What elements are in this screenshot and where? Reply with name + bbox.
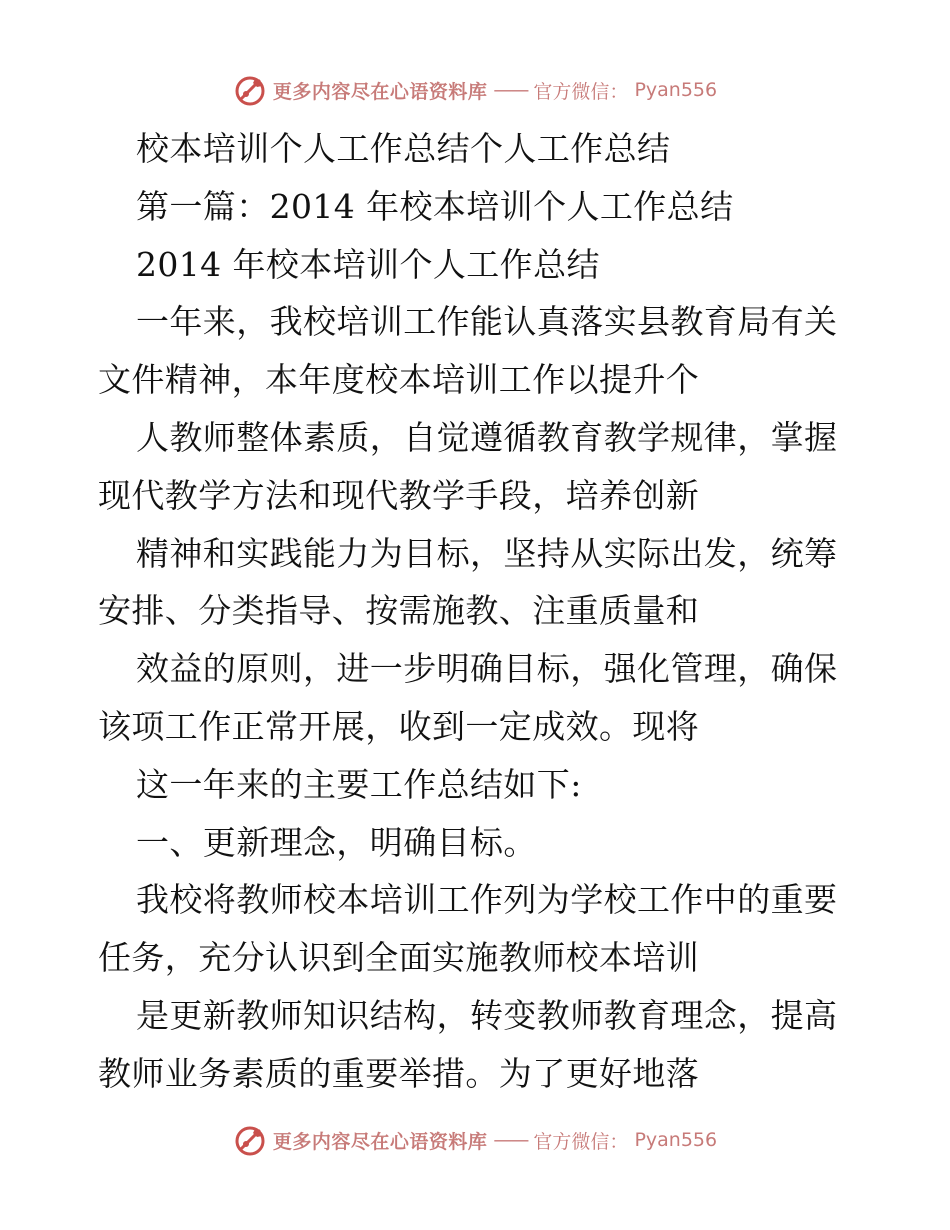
text-line: 安排、分类指导、按需施教、注重质量和 [98, 591, 700, 631]
text-line: 我校将教师校本培训工作列为学校工作中的重要 [136, 880, 838, 920]
watermark-footer [0, 1120, 950, 1160]
watermark-id: Pyan556 [634, 79, 718, 101]
text-line: 现代教学方法和现代教学手段，培养创新 [98, 475, 700, 515]
brush-logo-icon [233, 73, 267, 107]
watermark-label: 官方微信： [533, 80, 629, 103]
document-body [98, 120, 858, 1103]
text-line: 人教师整体素质，自觉遵循教育教学规律，掌握 [136, 417, 838, 457]
text-line: 效益的原则，进一步明确目标，强化管理，确保 [136, 649, 838, 689]
watermark-id: Pyan556 [634, 1129, 718, 1151]
text-line: 一、更新理念，明确目标。 [136, 822, 537, 862]
text-line: 精神和实践能力为目标，坚持从实际出发，统筹 [136, 533, 838, 573]
text-line: 2014 年校本培训个人工作总结 [136, 244, 600, 284]
text-line: 该项工作正常开展，收到一定成效。现将 [98, 706, 700, 746]
text-line: 校本培训个人工作总结个人工作总结 [136, 129, 671, 168]
text-line: 是更新教师知识结构，转变教师教育理念，提高 [136, 995, 838, 1035]
watermark-site-text: 更多内容尽在心语资料库 [272, 80, 488, 103]
text-line: 一年来，我校培训工作能认真落实县教育局有关 [136, 302, 838, 342]
watermark-dash: —— [493, 79, 528, 101]
watermark-dash: —— [493, 1129, 528, 1151]
text-line: 这一年来的主要工作总结如下: [136, 764, 582, 804]
text-line: 任务，充分认识到全面实施教师校本培训 [98, 938, 700, 978]
watermark-site-text: 更多内容尽在心语资料库 [272, 1130, 488, 1153]
watermark-header [0, 70, 950, 110]
text-line: 第一篇：2014 年校本培训个人工作总结 [136, 186, 734, 226]
text-line: 文件精神，本年度校本培训工作以提升个 [98, 360, 700, 400]
text-line: 教师业务素质的重要举措。为了更好地落 [98, 1053, 700, 1093]
watermark-label: 官方微信： [533, 1130, 629, 1153]
brush-logo-icon [233, 1123, 267, 1157]
